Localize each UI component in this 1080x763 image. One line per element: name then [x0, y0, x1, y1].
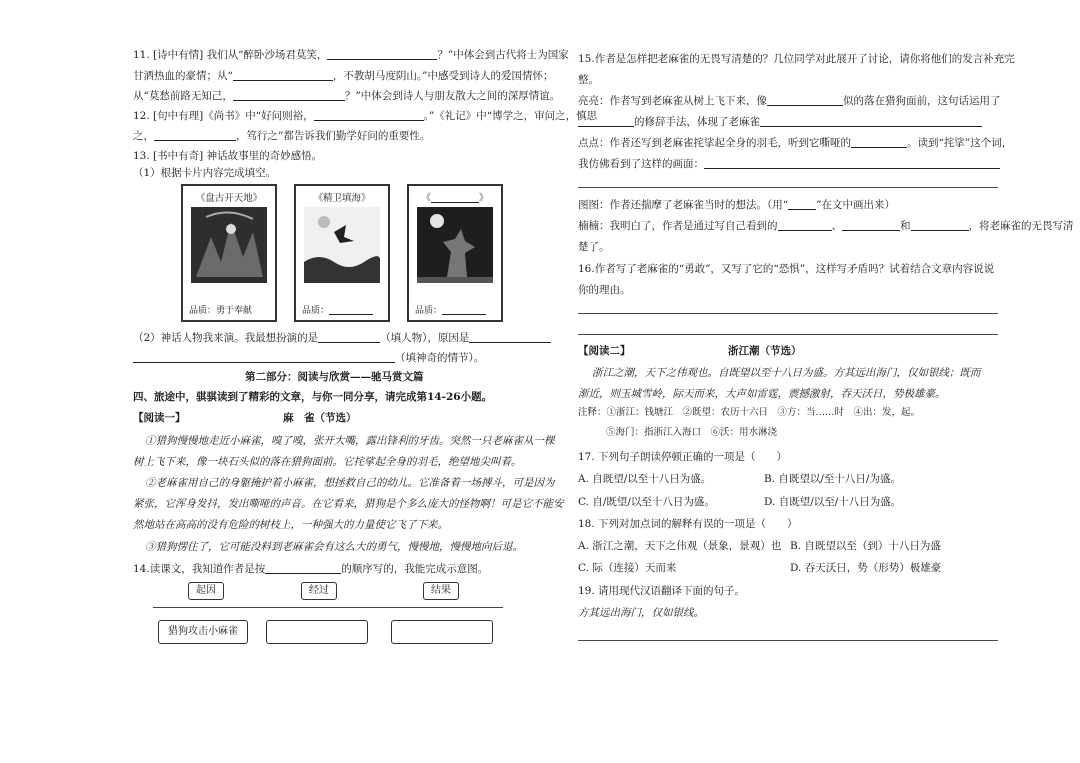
card-title: 《盘古开天地》 — [195, 193, 263, 204]
q11-line1: 11. [诗中有情] 我们从“醉卧沙场君莫笑， ？”中体会到古代将士为国家 — [133, 49, 569, 61]
q13-part1: （1）根据卡片内容完成填空。 — [133, 167, 277, 179]
blank[interactable] — [704, 157, 1000, 169]
q16-line: 你的理由。 — [578, 284, 631, 296]
blank[interactable] — [327, 48, 437, 60]
q17-option-a[interactable]: A. 自既望/以至十八日为盛。 — [578, 473, 712, 485]
blank[interactable] — [442, 303, 486, 315]
part2-heading: 第二部分：阅读与欣赏——驰马赏文篇 — [245, 371, 424, 383]
q18-option-a[interactable]: A. 浙江之潮，天下之伟观（景象，景观）也 — [578, 540, 782, 552]
blank[interactable] — [233, 69, 333, 81]
blank[interactable] — [133, 351, 395, 363]
card-quality: 品质： — [415, 303, 486, 316]
q17: 17. 下列句子朗读停顿正确的一项是（ ） — [578, 451, 788, 463]
q19-sentence: 方其远出海门，仅如银线。 — [578, 607, 704, 619]
q18-option-b[interactable]: B. 自既望以至（到）十八日为盛 — [790, 540, 941, 552]
passage1-line: 然地站在高高的没有危险的树枝上，一种强大的力量使它飞了下来。 — [133, 519, 448, 531]
flow-answer-box-1: 猎狗攻击小麻雀 — [158, 620, 248, 644]
passage1-line: ③猎狗愣住了，它可能没料到老麻雀会有这么大的勇气，慢慢地，慢慢地向后退。 — [145, 541, 523, 553]
q15-dian: 点点：作者还写到老麻雀挓挲起全身的羽毛，听到它嘶哑的 。读到“挓挲”这个词， — [578, 137, 1013, 149]
reading2-title: 浙江潮（节选） — [728, 345, 802, 357]
card-quality: 品质：勇于奉献 — [189, 306, 253, 316]
card-title: 《精卫填海》 — [313, 193, 371, 204]
q15-nan-2: 楚了。 — [578, 241, 610, 253]
reading1-label: 【阅读一】 — [133, 412, 186, 424]
answer-line[interactable] — [578, 334, 998, 335]
section4-heading: 四、旅途中，骐骐读到了精彩的文章，与你一同分享，请完成第14-26小题。 — [133, 391, 493, 403]
blank[interactable] — [842, 219, 900, 231]
q18-option-d[interactable]: D. 吞天沃日，势（形势）极雄豪 — [790, 562, 942, 574]
card-title: 《 》 — [421, 193, 489, 204]
blank[interactable] — [431, 191, 479, 203]
q15-tu: 图图：作者还揣摩了老麻雀当时的想法。（用“ ”在文中画出来） — [578, 199, 895, 211]
blank[interactable] — [760, 115, 982, 127]
card-illustration — [191, 207, 267, 283]
q17-option-d[interactable]: D. 自既望/以至/十八日为盛。 — [764, 496, 902, 508]
blank[interactable] — [265, 562, 341, 574]
flow-cause: 起因 — [188, 582, 224, 600]
card-blank-title — [407, 184, 503, 322]
answer-line[interactable] — [578, 187, 998, 188]
q17-option-b[interactable]: B. 自既望以/至十八日/为盛。 — [764, 473, 901, 485]
card-illustration — [417, 207, 493, 283]
jingwei-bird-illustration-icon — [304, 207, 380, 283]
q11-line2: 甘洒热血的豪情；从“ ，不教胡马度阴山。”中感受到诗人的爱国情怀； — [133, 70, 554, 82]
q19: 19. 请用现代汉语翻译下面的句子。 — [578, 585, 746, 597]
q13-part2-line2: （填神奇的情节）。 — [133, 351, 484, 365]
q15-line: 15.作者是怎样把老麻雀的无畏写清楚的？几位同学对此展开了讨论，请你将他们的发言补充完 — [578, 53, 1015, 65]
q16-line: 16.作者写了老麻雀的“勇敢”，又写了它的“恐惧”，这样写矛盾吗？试着结合文章内容说说 — [578, 263, 995, 275]
answer-line[interactable] — [578, 640, 998, 641]
q14-line: 14.读课文，我知道作者是按 的顺序写的，我能完成示意图。 — [133, 563, 489, 575]
blank[interactable] — [767, 94, 843, 106]
pangu-illustration-icon — [191, 207, 267, 283]
q15-liang: 亮亮：作者写到老麻雀从树上飞下来，像 似的落在猎狗面前，这句话运用了 — [578, 95, 1001, 107]
card-pangu — [181, 184, 277, 322]
blank[interactable] — [851, 136, 907, 148]
q15-nan: 楠楠：我明白了，作者是通过写自己看到的 、 和 ，将老麻雀的无畏写清 — [578, 220, 1074, 232]
blank[interactable] — [329, 303, 373, 315]
q13-title: 13. [书中有奇] 神话故事里的奇妙感悟。 — [133, 150, 323, 162]
blank[interactable] — [578, 115, 634, 127]
reading2-label: 【阅读二】 — [578, 345, 631, 357]
q18-option-c[interactable]: C. 际（连接）天而来 — [578, 562, 677, 574]
card-illustration — [304, 207, 380, 283]
q18: 18. 下列对加点词的解释有误的一项是（ ） — [578, 518, 798, 530]
flow-answer-box-3[interactable] — [391, 620, 493, 644]
q11-line3: 从“莫愁前路无知己， ？”中体会到诗人与朋友散大之间的深厚情谊。 — [133, 90, 561, 102]
passage2-line: 浙江之潮，天下之伟观也。自既望以至十八日为盛。方其远出海门，仅如银线；既而 — [592, 367, 981, 379]
q17-option-c[interactable]: C. 自/既望/以至十八日为盛。 — [578, 496, 715, 508]
notes: ⑤海门：指浙江入海口 ⑥沃：用水淋浇 — [606, 427, 778, 438]
blank — [788, 198, 816, 210]
q15-line: 整。 — [578, 74, 599, 86]
blank[interactable] — [778, 219, 832, 231]
blank[interactable] — [154, 129, 236, 141]
q12-line2: 之， ，笃行之”都告诉我们勤学好问的重要性。 — [133, 130, 431, 142]
passage1-line: 树上飞下来，像一块石头似的落在猎狗面前。它挓挲起全身的羽毛，绝望地尖叫着。 — [133, 456, 522, 468]
q13-part2-line1: （2）神话人物我来演。我最想扮演的是 （填人物），原因是 — [133, 331, 551, 345]
blank[interactable] — [314, 109, 424, 121]
passage1-line: ②老麻雀用自己的身躯掩护着小麻雀，想拯救自己的幼儿。它准备着一场搏斗，可是因为 — [145, 477, 555, 489]
blank[interactable] — [318, 331, 380, 343]
timeline-arrow — [153, 607, 503, 608]
flow-answer-box-2[interactable] — [266, 620, 368, 644]
notes: 注释：①浙江：钱塘江 ②既望：农历十六日 ③方：当……时 ④出：发，起。 — [578, 407, 921, 418]
blank[interactable] — [911, 219, 969, 231]
passage1-line: 紧张，它浑身发抖，发出嘶哑的声音。在它看来，猎狗是个多么庞大的怪物啊！可是它不能安 — [133, 498, 564, 510]
passage2-line: 渐近，则玉城雪岭，际天而来，大声如雷霆，震撼激射，吞天沃日，势极雄豪。 — [578, 388, 946, 400]
blank[interactable] — [233, 89, 345, 101]
flow-result: 结果 — [423, 582, 459, 600]
q15-liang-2: 的修辞手法，体现了老麻雀 — [578, 115, 982, 129]
q15-dian-2: 我仿佛看到了这样的画面： — [578, 157, 1000, 171]
answer-line[interactable] — [578, 313, 998, 314]
card-quality: 品质： — [302, 303, 373, 316]
passage1-line: ①猎狗慢慢地走近小麻雀，嗅了嗅，张开大嘴，露出锋利的牙齿。突然一只老麻雀从一棵 — [145, 435, 555, 447]
blank[interactable] — [469, 331, 551, 343]
reading1-title: 麻 雀（节选） — [283, 412, 357, 424]
card-jingwei — [294, 184, 390, 322]
flow-process: 经过 — [301, 582, 337, 600]
hero-sun-illustration-icon — [417, 207, 493, 283]
q12-line1: 12. [句中有理]《尚书》中“好问则裕， 。”《礼记》中“博学之，审问之，慎思 — [133, 110, 598, 122]
